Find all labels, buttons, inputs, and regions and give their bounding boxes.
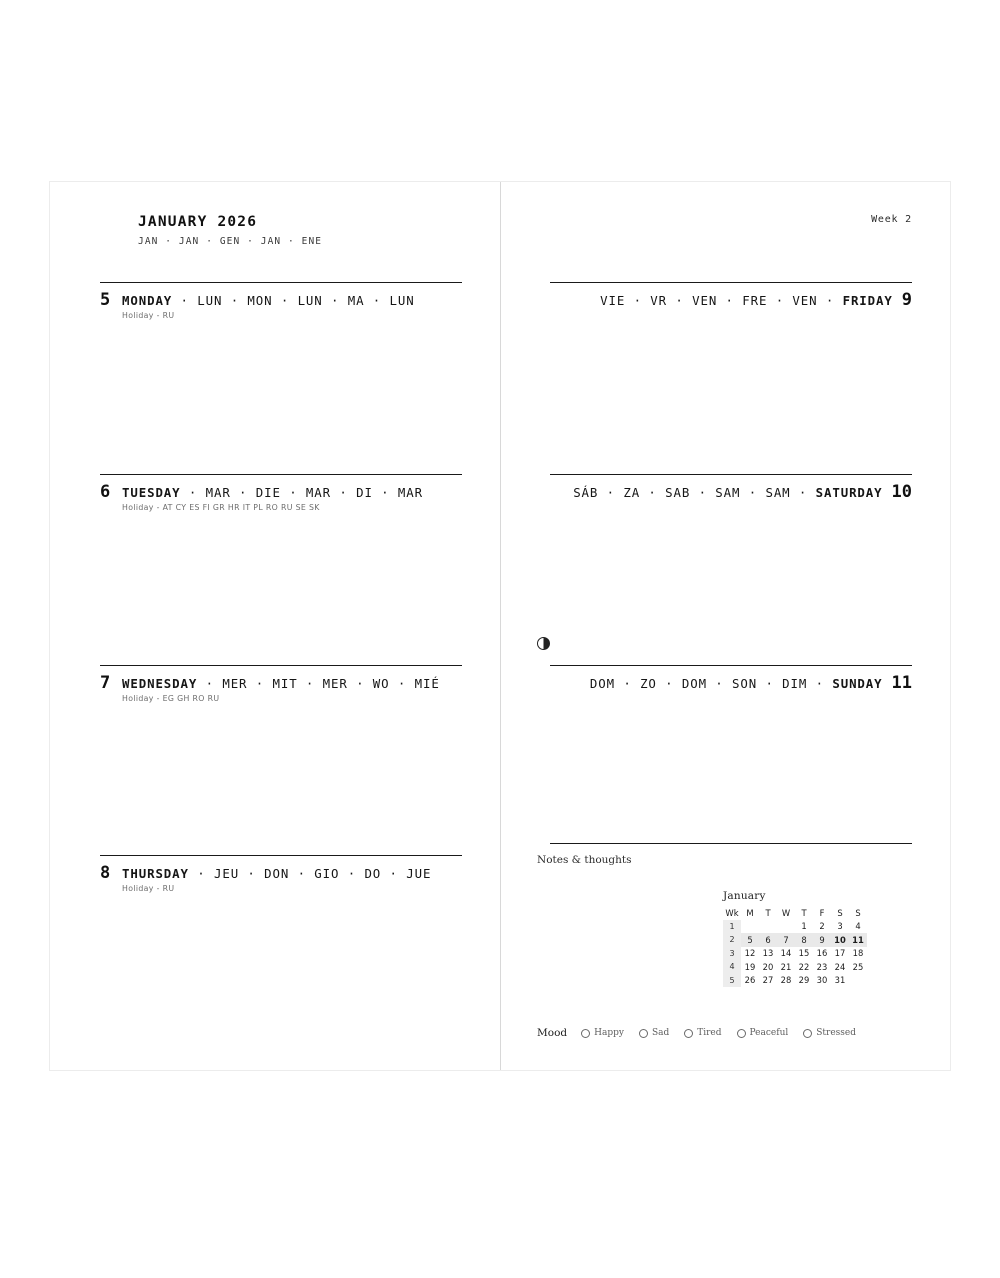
mini-calendar-day-cell: 5 xyxy=(741,933,759,947)
radio-icon[interactable] xyxy=(639,1029,648,1038)
day-entry-saturday[interactable] xyxy=(550,474,912,502)
mini-calendar-header-cell: T xyxy=(765,907,771,918)
day-name-translations: · MER · MIT · MER · WO · MIÉ xyxy=(197,676,440,691)
mini-calendar-day-cell xyxy=(777,920,795,934)
day-name-translations: SÁB · ZA · SAB · SAM · SAM · xyxy=(573,485,816,500)
day-name-primary: WEDNESDAY xyxy=(122,676,198,691)
mini-calendar-header-cell: S xyxy=(837,907,843,918)
day-names xyxy=(122,293,415,308)
mini-calendar-day-cell: 6 xyxy=(759,933,777,947)
mood-option-happy[interactable] xyxy=(581,1028,624,1038)
day-names xyxy=(122,676,440,691)
day-name-translations: · JEU · DON · GIO · DO · JUE xyxy=(188,866,432,881)
right-page xyxy=(500,182,950,1070)
holiday-note: Holiday - RU xyxy=(122,884,175,893)
mini-calendar-day-cell: 25 xyxy=(852,961,864,972)
mini-calendar-day-cell: 10 xyxy=(831,933,849,947)
mood-tracker xyxy=(537,1027,901,1039)
notes-label: Notes & thoughts xyxy=(537,854,632,866)
mini-calendar-day-cell: 1 xyxy=(801,921,807,932)
day-number: 8 xyxy=(100,863,111,883)
mini-calendar-header-cell: M xyxy=(746,907,754,918)
day-name-primary: THURSDAY xyxy=(122,866,189,881)
mini-calendar-day-cell: 16 xyxy=(816,948,828,959)
mood-option-tired[interactable] xyxy=(684,1028,721,1038)
day-entry-monday[interactable] xyxy=(100,282,462,320)
mini-calendar-header-cell: W xyxy=(781,907,791,918)
mini-calendar-day-cell: 27 xyxy=(762,975,774,986)
day-names xyxy=(600,293,893,308)
mini-calendar-day-cell: 13 xyxy=(762,948,774,959)
mini-calendar-day-cell: 3 xyxy=(837,921,843,932)
day-names xyxy=(122,485,423,500)
mini-calendar-day-cell: 26 xyxy=(744,975,756,986)
mood-option-stressed[interactable] xyxy=(803,1028,856,1038)
day-name-primary: SUNDAY xyxy=(832,676,883,691)
mini-calendar-week-cell: 5 xyxy=(723,974,741,988)
mood-label: Mood xyxy=(537,1027,568,1039)
moon-last-quarter-icon xyxy=(537,637,550,650)
mood-option-label: Tired xyxy=(697,1028,722,1038)
radio-icon[interactable] xyxy=(737,1029,746,1038)
mood-option-label: Happy xyxy=(594,1028,624,1038)
mini-calendar-week-cell: 2 xyxy=(723,933,741,947)
holiday-note: Holiday - AT CY ES FI GR HR IT PL RO RU SE SK xyxy=(122,503,320,512)
day-name-translations: VIE · VR · VEN · FRE · VEN · xyxy=(600,293,843,308)
mini-calendar-day-cell: 19 xyxy=(744,961,756,972)
mini-calendar-header-row xyxy=(723,906,867,920)
day-name-primary: SATURDAY xyxy=(815,485,883,500)
mini-calendar-row xyxy=(723,933,867,947)
day-entry-friday[interactable] xyxy=(550,282,912,310)
mini-calendar-header-cell: S xyxy=(855,907,861,918)
day-number: 5 xyxy=(100,290,111,310)
day-name-translations: · MAR · DIE · MAR · DI · MAR xyxy=(180,485,423,500)
notes-divider xyxy=(550,843,912,844)
mini-calendar-day-cell: 4 xyxy=(855,921,861,932)
day-names xyxy=(573,485,882,500)
mini-calendar-day-cell xyxy=(849,974,867,988)
mini-calendar-day-cell xyxy=(741,920,759,934)
day-name-primary: FRIDAY xyxy=(842,293,893,308)
day-name-translations: · LUN · MON · LUN · MA · LUN xyxy=(172,293,415,308)
mini-calendar-day-cell: 30 xyxy=(816,975,828,986)
mini-calendar-week-cell: 4 xyxy=(723,960,741,974)
day-entry-tuesday[interactable] xyxy=(100,474,462,512)
day-name-primary: TUESDAY xyxy=(122,485,181,500)
holiday-note: Holiday - RU xyxy=(122,311,175,320)
mini-calendar-day-cell: 28 xyxy=(780,975,792,986)
radio-icon[interactable] xyxy=(581,1029,590,1038)
day-number: 9 xyxy=(901,290,912,310)
mini-calendar-day-cell: 9 xyxy=(813,933,831,947)
week-number-label: Week 2 xyxy=(871,214,912,225)
mini-calendar-day-cell: 14 xyxy=(780,948,792,959)
day-number: 7 xyxy=(100,673,111,693)
mood-option-peaceful[interactable] xyxy=(737,1028,789,1038)
mini-calendar-table xyxy=(723,906,867,987)
mini-calendar-header-cell: Wk xyxy=(725,907,739,918)
radio-icon[interactable] xyxy=(684,1029,693,1038)
day-name-primary: MONDAY xyxy=(122,293,173,308)
mood-option-label: Peaceful xyxy=(749,1028,789,1038)
mini-calendar-row xyxy=(723,947,867,961)
day-names xyxy=(122,866,431,881)
day-number: 6 xyxy=(100,482,111,502)
mini-calendar-day-cell: 20 xyxy=(762,961,774,972)
mood-option-sad[interactable] xyxy=(639,1028,669,1038)
mini-calendar-day-cell: 21 xyxy=(780,961,792,972)
mini-calendar-header-cell: F xyxy=(819,907,825,918)
mini-calendar-day-cell: 24 xyxy=(834,961,846,972)
mini-calendar-day-cell xyxy=(759,920,777,934)
mini-calendar-day-cell: 29 xyxy=(798,975,810,986)
mini-calendar-day-cell: 23 xyxy=(816,961,828,972)
day-entry-wednesday[interactable] xyxy=(100,665,462,703)
mini-calendar-day-cell: 22 xyxy=(798,961,810,972)
month-abbreviations: JAN · JAN · GEN · JAN · ENE xyxy=(138,236,323,247)
left-page xyxy=(50,182,500,1070)
mini-calendar-day-cell: 18 xyxy=(852,948,864,959)
day-number: 11 xyxy=(891,673,912,693)
mini-calendar-row xyxy=(723,974,867,988)
planner-spread xyxy=(50,182,950,1070)
day-name-translations: DOM · ZO · DOM · SON · DIM · xyxy=(589,676,833,691)
day-names xyxy=(590,676,883,691)
mini-calendar-day-cell: 11 xyxy=(849,933,867,947)
page-title: JANUARY 2026 xyxy=(138,214,258,230)
day-entry-sunday[interactable] xyxy=(550,665,912,693)
holiday-note: Holiday - EG GH RO RU xyxy=(122,694,220,703)
mini-calendar-week-cell: 1 xyxy=(723,920,741,934)
day-entry-thursday[interactable] xyxy=(100,855,462,893)
mood-option-label: Stressed xyxy=(816,1028,856,1038)
mini-calendar-day-cell: 12 xyxy=(744,948,756,959)
mini-calendar-row xyxy=(723,960,867,974)
mood-option-label: Sad xyxy=(651,1028,670,1038)
mini-calendar-day-cell: 15 xyxy=(798,948,810,959)
mini-calendar xyxy=(723,890,873,987)
mini-calendar-day-cell: 2 xyxy=(819,921,825,932)
day-number: 10 xyxy=(891,482,912,502)
mini-calendar-title: January xyxy=(723,890,766,902)
mini-calendar-day-cell: 7 xyxy=(777,933,795,947)
mini-calendar-day-cell: 8 xyxy=(795,933,813,947)
mini-calendar-header-cell: T xyxy=(801,907,807,918)
mini-calendar-day-cell: 17 xyxy=(834,948,846,959)
mini-calendar-row xyxy=(723,920,867,934)
mini-calendar-week-cell: 3 xyxy=(723,947,741,961)
radio-icon[interactable] xyxy=(803,1029,812,1038)
mini-calendar-day-cell: 31 xyxy=(834,975,846,986)
